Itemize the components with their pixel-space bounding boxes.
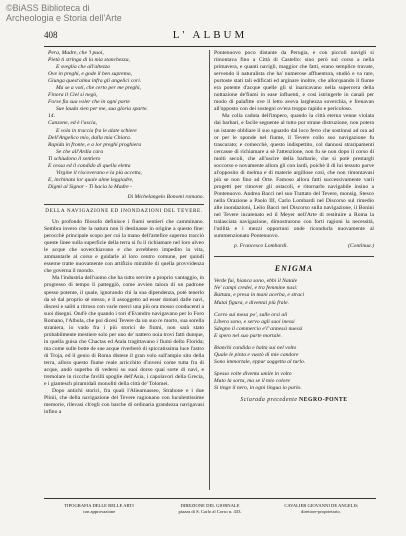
enigma-line: Battuta, e presa in mani acerba, e straci bbox=[214, 292, 305, 299]
section-rule bbox=[214, 256, 374, 257]
article-author: p. Francesco Lombardi. bbox=[234, 243, 288, 250]
watermark-line-1: ©BiASS Biblioteca di bbox=[6, 3, 90, 13]
article-author-line bbox=[214, 243, 374, 250]
poem-line: Giunga quest'alma infra gli angelici cori. bbox=[48, 78, 142, 85]
footer-direction bbox=[155, 503, 265, 514]
footer-director-line: CAVALIER GIOVANNI DE ANGELIS bbox=[284, 503, 358, 508]
poem-line: Dell'Angelico mio, dalla mia Chiara. bbox=[48, 134, 132, 141]
left-column bbox=[44, 50, 204, 416]
footer-director bbox=[266, 503, 376, 514]
poem-line: Forse fia sua voler che in ogni parte bbox=[48, 99, 130, 106]
poem-line: Canzone, ed è l'ascia, bbox=[48, 120, 97, 127]
enigma-line: Verde fui, bianca sono, ebbi il Natale bbox=[214, 278, 298, 285]
enigma-line: Mutai figura, e diventai più frale. bbox=[214, 299, 290, 306]
continuation-note: (Continua.) bbox=[348, 243, 374, 250]
previous-answer-value: NEGRO-PONTE bbox=[298, 397, 348, 404]
footer-printer bbox=[44, 503, 154, 514]
article-title: DELLA NAVIGAZIONE ED INONDAZIONI DEL TEVERE. bbox=[45, 207, 203, 214]
poem-line: Pietà ti stringa di la mia stanchezza, bbox=[48, 57, 130, 64]
enigma-title: ENIGMA bbox=[274, 264, 314, 274]
previous-answer-label: Sciarada precedente bbox=[240, 397, 298, 404]
enigma-line: Sono immortale, eppur soggetta al turlo. bbox=[214, 358, 306, 365]
enigma-line: Muto la sorta, ma se il mio colore bbox=[214, 377, 290, 384]
enigma-stanza bbox=[214, 345, 374, 366]
enigma-line: Libera sono, e servo agli suoi inessi bbox=[214, 318, 295, 325]
poem-line: Finora il Ciel si negò, bbox=[48, 92, 98, 99]
footer-direction-line: DIREZIONE DEL GIORNALE bbox=[180, 503, 240, 508]
enigma-line: Si tinge il nero, in ogni lingua io parlo. bbox=[214, 384, 302, 391]
journal-title: L' ALBUM bbox=[172, 29, 248, 41]
page-number: 408 bbox=[44, 30, 58, 40]
poem-line: E cessa ed il candido di quella eletta bbox=[48, 162, 131, 169]
article-paragraph: Pontenuovo poco distante da Perugia, e con piccoli navigli si rimontava fino a Città di Castello: sino però sul corso a nella primavera, e quanti navigli, maggior che fatti, erano semplice travate, servendo il naturalista che ha' numerose affluentura, studiò e va rare, purtoste stati tali edificati ed arginare inoltre, che allorquando il fiume era potente d'acque quelle gli si inaricavano nella supercera della nottazione de'fiumi in ease influenti, e così istringerle in canali per modo di palafitte ove il letto aveva larghezza soverchia, e frenavan all'opposto con dei sostegni ov'era troppo rapido e pericoloso. bbox=[214, 50, 374, 113]
article-paragraph: Un profondo filosofo definisce i fiumi sentieri che camminano. Sembra invero che la natura non li destinasse in origine a questo fine: perocchè principale scopo per cui la mano dell'artefice superno tracciò queste linee sulla superficie della terra si fu il richiamare nel loro alveo le acque che soverchiavano e che avrebbero impedito la vita, ammantarle al corso e guidarle al loro centro comune, per quindi esserne tratte nuovamente con artifizio mirabile di quella provvidenza che governa il mondo. bbox=[44, 219, 204, 275]
footer-printer-line: TIPOGRAFIA DELLE BELLE ARTI bbox=[64, 503, 134, 508]
footer-printer-line: con approvazione bbox=[82, 508, 116, 514]
poem-line: E vola in traccia fra le alate schiere bbox=[56, 127, 137, 134]
poem-line: Digmi al Signor - Ti bacia la Madre - bbox=[48, 183, 133, 190]
header-rule bbox=[44, 46, 376, 47]
watermark-line-2: Archeologia e Storia dell'Arte bbox=[6, 13, 122, 23]
previous-answer bbox=[214, 397, 374, 404]
poem-signature: Di Michelangelo Bonomi romano. bbox=[127, 193, 204, 200]
article-paragraph: Ma l'industria dell'uomo che ha tutto servire a proprio vantaggio, in progresso di tempo li patteggiò, come avvien talora di un padrone spesso potente, il quale, ignorando chi la sua dipendenza, potè tenerlo da sè dal proprio sè stesso, e il assoggetto ad esser domati dalle navi, discesi e saliti a ritroso con varie merci una più ora mosso conducenti a suoi disegni. Ond'è che quando i tori d'Evandro navigavano per lo Foro Romano, l'Albula, che poi dicesi Tevere da un suo re morto, sua sorella straniera, io vado fra i più storici de fiumi, non sarà stato probabilmente mestiere solo per uno de' nattero noia trovi fatti dunque, in quella guisa che Chactas ed Atala tragittavano i fiumi dello Florida; ma come sulle botte de sue acque riverberò di spiccatissima luce l'astro di Troja, ed il genio di Roma distese il gran volo sull'ampio sito della terra, allora questo fiume reale arricchito d'inveni come tutta fra di acque, andò superbo di vedersi su suoi dorso quai sorte di navi, e tremolare in riccche favilli spoglie dell'Asia, i capolavori della Grecia, e i giantesch piramidali monoliti della città de' Tolomei. bbox=[44, 275, 204, 388]
enigma-riddle bbox=[214, 278, 374, 392]
enigma-stanza bbox=[214, 371, 374, 392]
right-column bbox=[214, 50, 374, 404]
enigma-stanza bbox=[214, 278, 374, 306]
poem-line: E sveglia che all'altezza bbox=[56, 64, 110, 71]
poem-line: Sue lauda sien per me, sua gloria sparte. bbox=[56, 106, 148, 113]
poem-line: Ma se a voti, che certo per me preghi, bbox=[56, 85, 141, 92]
page-header bbox=[44, 30, 376, 44]
enigma-line: Sdegno il commercio e'l’ annessi nuessi bbox=[214, 325, 303, 332]
enigma-line: Quale le pinta e vuotò di mie candore bbox=[214, 351, 299, 358]
footer-direction-line: piazza di S. Carlo al Corso n. 433. bbox=[178, 508, 242, 514]
section-rule bbox=[44, 204, 204, 205]
poem-line: Se che all'Ardia cara bbox=[56, 148, 104, 155]
enigma-line: Corro sui mesa po', sulle orsi ali bbox=[214, 311, 288, 318]
poem-line: Pera, Madre, che 'l puoi, bbox=[48, 50, 104, 56]
article-paragraph: Ma colla caduta dell'impero, quando la città eterna venne violata dai barbari, e facile seguente al tutto por strane distruzione, non potera un istante obbliare il suo sguardo dal loco ferro che sostinnsi ad ora ad or per le sponde nel fiume, il Tevere collo suo navigazione fu trascurato; e comecchè, questo indispettito, col dannosi straripamenti cercasse di richiamare a sè l'attenzione, non fu se non dopo il corso di molti secoli, che all'uscire della barbarie, che si potè prestargli soccorso e novamente allora gli con lardi, poichè il di lui tessuto parve al'opposito di melma e di materie argillose cosi, che non rimontavasi più se non fino ad Orte. Famoso allora fatti successivamente varii progetti per rimover gli ostacoli, e ritornarlo navigabile insino a Pontenuovo. Andrea Bacci nel suo Trattato del Tevere, monsig. Stesco nella Orazione a Paolo III, Carlo Lombardi nel Discorso sul rimedio alle inondazioni, Lelio Bacci nel Discorso sulla navigazione, il Bonini nel Tevere incatenato ed il Meyer nell'Arte di restituire a Roma la tralasciata navigazione, dimostrarono con forti ragioni la necessità, l'utilità e i mezzi opportuni onde ricondurla nuovamente al summenzionato Pontenuovo. bbox=[214, 113, 374, 240]
footer-rule bbox=[44, 498, 376, 499]
column-divider bbox=[209, 50, 210, 490]
enigma-stanza bbox=[214, 312, 374, 340]
footer-director-line: direttore-proprietario. bbox=[301, 508, 341, 514]
poem-line: 14. bbox=[48, 113, 55, 120]
enigma-line: Bianchi candida e balta sui nel volto bbox=[214, 344, 297, 351]
enigma-line: E spero nel suo parte mortale. bbox=[214, 332, 282, 339]
poem-line: Virgine il riscoverano e la più accetta, bbox=[56, 169, 142, 176]
poem-line: E, inchinata lor quale alme leggiadre, bbox=[48, 176, 134, 183]
enigma-line: Ne' campi credei, e tra femmine nasi: bbox=[214, 285, 298, 292]
poem-line: Ove in preghi, e gode il ben supremo, bbox=[48, 71, 132, 78]
enigma-line: Spesso volte diventa umile in volto bbox=[214, 370, 292, 377]
article-right-body bbox=[214, 50, 374, 240]
article-left-body bbox=[44, 219, 204, 416]
watermark bbox=[6, 3, 122, 23]
poem-line: Ti schiudono il sentiero bbox=[48, 155, 101, 162]
poem-line: Rapida in fronte, e a lor preghi proghiera bbox=[48, 141, 142, 148]
poem bbox=[44, 50, 204, 191]
article-paragraph: Dopo antichi storici, fra quali l'Aliearnasseo, Strabone e i due Plinii, che della navigazione del Tevere ragionano con luculentissime memorie, rilevasi ch'egli con barche di ordinaria grandezza navigavasi infino a bbox=[44, 388, 204, 416]
